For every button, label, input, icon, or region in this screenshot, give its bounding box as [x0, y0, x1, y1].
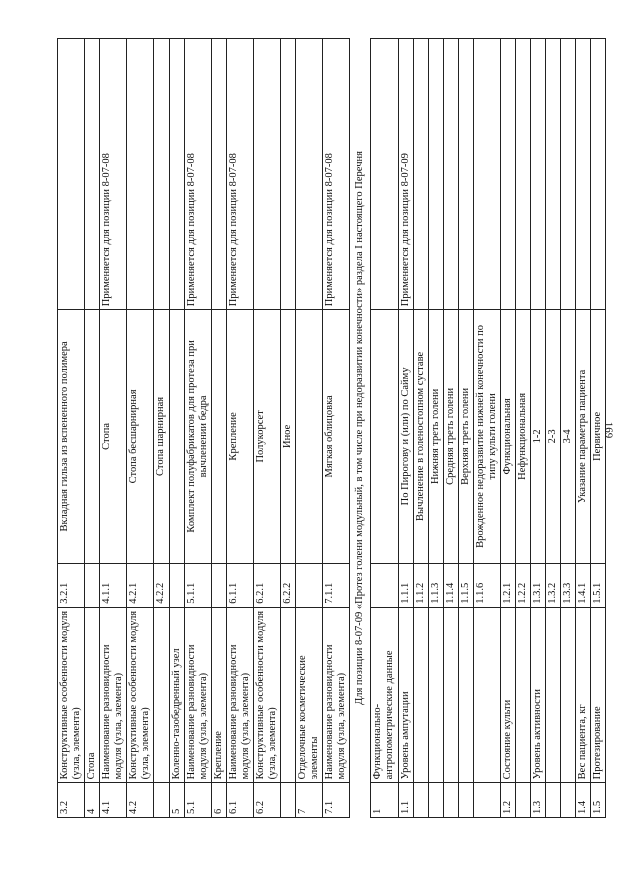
row-name — [516, 607, 531, 783]
table-row — [169, 39, 184, 818]
row-number — [154, 783, 169, 818]
row-note — [85, 39, 100, 310]
table-row — [100, 39, 127, 818]
row-number: 5.1 — [184, 783, 211, 818]
row-code: 5.1.1 — [184, 563, 211, 607]
row-name — [443, 607, 458, 783]
row-number: 3.2 — [58, 783, 85, 818]
row-value — [169, 310, 184, 563]
row-code: 1.1.4 — [443, 563, 458, 607]
row-number — [413, 783, 428, 818]
section-header — [350, 39, 371, 818]
row-number — [443, 783, 458, 818]
table-row — [85, 39, 100, 818]
row-value: Иное — [281, 310, 296, 563]
row-number: 6 — [211, 783, 226, 818]
row-note: Применяется для позиции 8-07-08 — [323, 39, 350, 310]
row-number: 4 — [85, 783, 100, 818]
row-name: Отделочные косметические элементы — [296, 607, 323, 783]
row-name: Уровень ампутации — [398, 607, 413, 783]
row-number — [561, 783, 576, 818]
row-name — [428, 607, 443, 783]
row-number: 1.1 — [398, 783, 413, 818]
row-name: Конструктивные особенности модуля (узла, элемента) — [58, 607, 85, 783]
row-note — [296, 39, 323, 310]
rotated-table-wrapper — [57, 38, 604, 818]
row-note — [253, 39, 280, 310]
row-name: Наименование разновидности модуля (узла, элемента) — [226, 607, 253, 783]
table-row — [473, 39, 500, 818]
row-note: Применяется для позиции 8-07-09 — [398, 39, 413, 310]
table-row — [591, 39, 606, 818]
table-row — [428, 39, 443, 818]
table-body-top — [58, 39, 350, 818]
page-number: 169 — [602, 421, 615, 439]
row-note — [127, 39, 154, 310]
row-number — [458, 783, 473, 818]
row-name — [458, 607, 473, 783]
table-row — [561, 39, 576, 818]
row-code: 1.4.1 — [576, 563, 591, 607]
row-note — [281, 39, 296, 310]
row-note — [58, 39, 85, 310]
table-row — [371, 39, 398, 818]
row-name — [473, 607, 500, 783]
row-value: Средняя треть голени — [443, 310, 458, 563]
row-code: 1.2.2 — [516, 563, 531, 607]
row-code: 1.3.3 — [561, 563, 576, 607]
table-row — [211, 39, 226, 818]
row-value: Крепление — [226, 310, 253, 563]
row-value: Полукорсет — [253, 310, 280, 563]
row-name: Вес пациента, кг — [576, 607, 591, 783]
row-name: Стопа — [85, 607, 100, 783]
row-name: Конструктивные особенности модуля (узла, элемента) — [253, 607, 280, 783]
table-body-bottom — [371, 39, 606, 818]
row-value: Нижняя треть голени — [428, 310, 443, 563]
row-note — [561, 39, 576, 310]
row-number: 1.5 — [591, 783, 606, 818]
table-row — [58, 39, 85, 818]
table-row — [398, 39, 413, 818]
row-note — [500, 39, 515, 310]
row-code: 6.2.1 — [253, 563, 280, 607]
row-name: Крепление — [211, 607, 226, 783]
row-code: 1.1.5 — [458, 563, 473, 607]
table-row — [127, 39, 154, 818]
row-value: Стопа шарнирная — [154, 310, 169, 563]
table-row — [413, 39, 428, 818]
row-value: Вкладная гильза из вспененного полимера — [58, 310, 85, 563]
row-name: Наименование разновидности модуля (узла, элемента) — [323, 607, 350, 783]
row-value: Указание параметра пациента — [576, 310, 591, 563]
row-name: Протезирование — [591, 607, 606, 783]
table-row — [500, 39, 515, 818]
row-number — [546, 783, 561, 818]
section-row — [350, 39, 371, 818]
row-number: 4.1 — [100, 783, 127, 818]
row-value: Стопа бесшарнирная — [127, 310, 154, 563]
table-row — [443, 39, 458, 818]
table-row — [281, 39, 296, 818]
row-note — [516, 39, 531, 310]
row-name — [413, 607, 428, 783]
row-number: 1.2 — [500, 783, 515, 818]
row-name: Уровень активности — [531, 607, 546, 783]
row-number: 1.4 — [576, 783, 591, 818]
row-note — [211, 39, 226, 310]
row-note: Применяется для позиции 8-07-08 — [226, 39, 253, 310]
row-number — [516, 783, 531, 818]
row-value: 2-3 — [546, 310, 561, 563]
table-row — [253, 39, 280, 818]
row-note — [531, 39, 546, 310]
row-value: По Пирогову и (или) по Сайму — [398, 310, 413, 563]
row-note: Применяется для позиции 8-07-08 — [184, 39, 211, 310]
row-code — [169, 563, 184, 607]
row-number: 1 — [371, 783, 398, 818]
row-value: 1-2 — [531, 310, 546, 563]
row-code: 1.1.3 — [428, 563, 443, 607]
row-note — [428, 39, 443, 310]
row-value — [211, 310, 226, 563]
row-number: 6.2 — [253, 783, 280, 818]
row-code — [85, 563, 100, 607]
row-name: Функционально-антропометрические данные — [371, 607, 398, 783]
row-code: 4.2.2 — [154, 563, 169, 607]
table-row — [226, 39, 253, 818]
row-number: 7 — [296, 783, 323, 818]
row-note — [443, 39, 458, 310]
table-row — [184, 39, 211, 818]
row-value: Мягкая облицовка — [323, 310, 350, 563]
row-name — [154, 607, 169, 783]
row-code: 1.1.2 — [413, 563, 428, 607]
row-code: 1.1.6 — [473, 563, 500, 607]
row-name: Наименование разновидности модуля (узла, элемента) — [100, 607, 127, 783]
row-value: Верхняя треть голени — [458, 310, 473, 563]
table-row — [296, 39, 323, 818]
row-name: Коленно-тазобедренный узел — [169, 607, 184, 783]
row-note — [413, 39, 428, 310]
row-note — [576, 39, 591, 310]
row-value: 3-4 — [561, 310, 576, 563]
specification-table — [57, 38, 606, 818]
table-row — [576, 39, 591, 818]
table-row — [546, 39, 561, 818]
row-code: 1.2.1 — [500, 563, 515, 607]
row-code: 1.5.1 — [591, 563, 606, 607]
row-note — [458, 39, 473, 310]
row-code: 6.2.2 — [281, 563, 296, 607]
row-value: Вычленение в голеностопном суставе — [413, 310, 428, 563]
row-name — [561, 607, 576, 783]
row-number — [473, 783, 500, 818]
row-name: Состояние культи — [500, 607, 515, 783]
row-note — [154, 39, 169, 310]
row-value: Нефункциональная — [516, 310, 531, 563]
row-note — [591, 39, 606, 310]
row-value — [85, 310, 100, 563]
row-value: Первичное — [591, 310, 606, 563]
row-code: 1.1.1 — [398, 563, 413, 607]
row-value: Комплект полуфабрикатов для протеза при вычленении бедра — [184, 310, 211, 563]
section-title: Для позиции 8-07-09 «Протез голени модульный, в том числе при недоразвитии конечности» раздела I настоящего Перечня — [350, 39, 371, 818]
row-name — [546, 607, 561, 783]
row-value — [371, 310, 398, 563]
row-name: Конструктивные особенности модуля (узла, элемента) — [127, 607, 154, 783]
row-number — [281, 783, 296, 818]
table-row — [323, 39, 350, 818]
row-value: Стопа — [100, 310, 127, 563]
row-number: 7.1 — [323, 783, 350, 818]
row-code: 4.2.1 — [127, 563, 154, 607]
row-value — [296, 310, 323, 563]
row-number: 6.1 — [226, 783, 253, 818]
row-note — [473, 39, 500, 310]
row-number: 4.2 — [127, 783, 154, 818]
row-code — [371, 563, 398, 607]
row-code: 3.2.1 — [58, 563, 85, 607]
row-code: 1.3.1 — [531, 563, 546, 607]
table-row — [458, 39, 473, 818]
row-value: Функциональная — [500, 310, 515, 563]
row-code: 1.3.2 — [546, 563, 561, 607]
row-number: 1.3 — [531, 783, 546, 818]
table-row — [154, 39, 169, 818]
row-number — [428, 783, 443, 818]
row-note: Применяется для позиции 8-07-08 — [100, 39, 127, 310]
row-name: Наименование разновидности модуля (узла, элемента) — [184, 607, 211, 783]
row-name — [281, 607, 296, 783]
row-number: 5 — [169, 783, 184, 818]
table-row — [516, 39, 531, 818]
row-note — [371, 39, 398, 310]
row-code — [211, 563, 226, 607]
row-code: 4.1.1 — [100, 563, 127, 607]
row-code: 7.1.1 — [323, 563, 350, 607]
row-note — [169, 39, 184, 310]
row-code — [296, 563, 323, 607]
row-value: Врожденное недоразвитие нижней конечности по типу культи голени — [473, 310, 500, 563]
row-code: 6.1.1 — [226, 563, 253, 607]
table-row — [531, 39, 546, 818]
row-note — [546, 39, 561, 310]
